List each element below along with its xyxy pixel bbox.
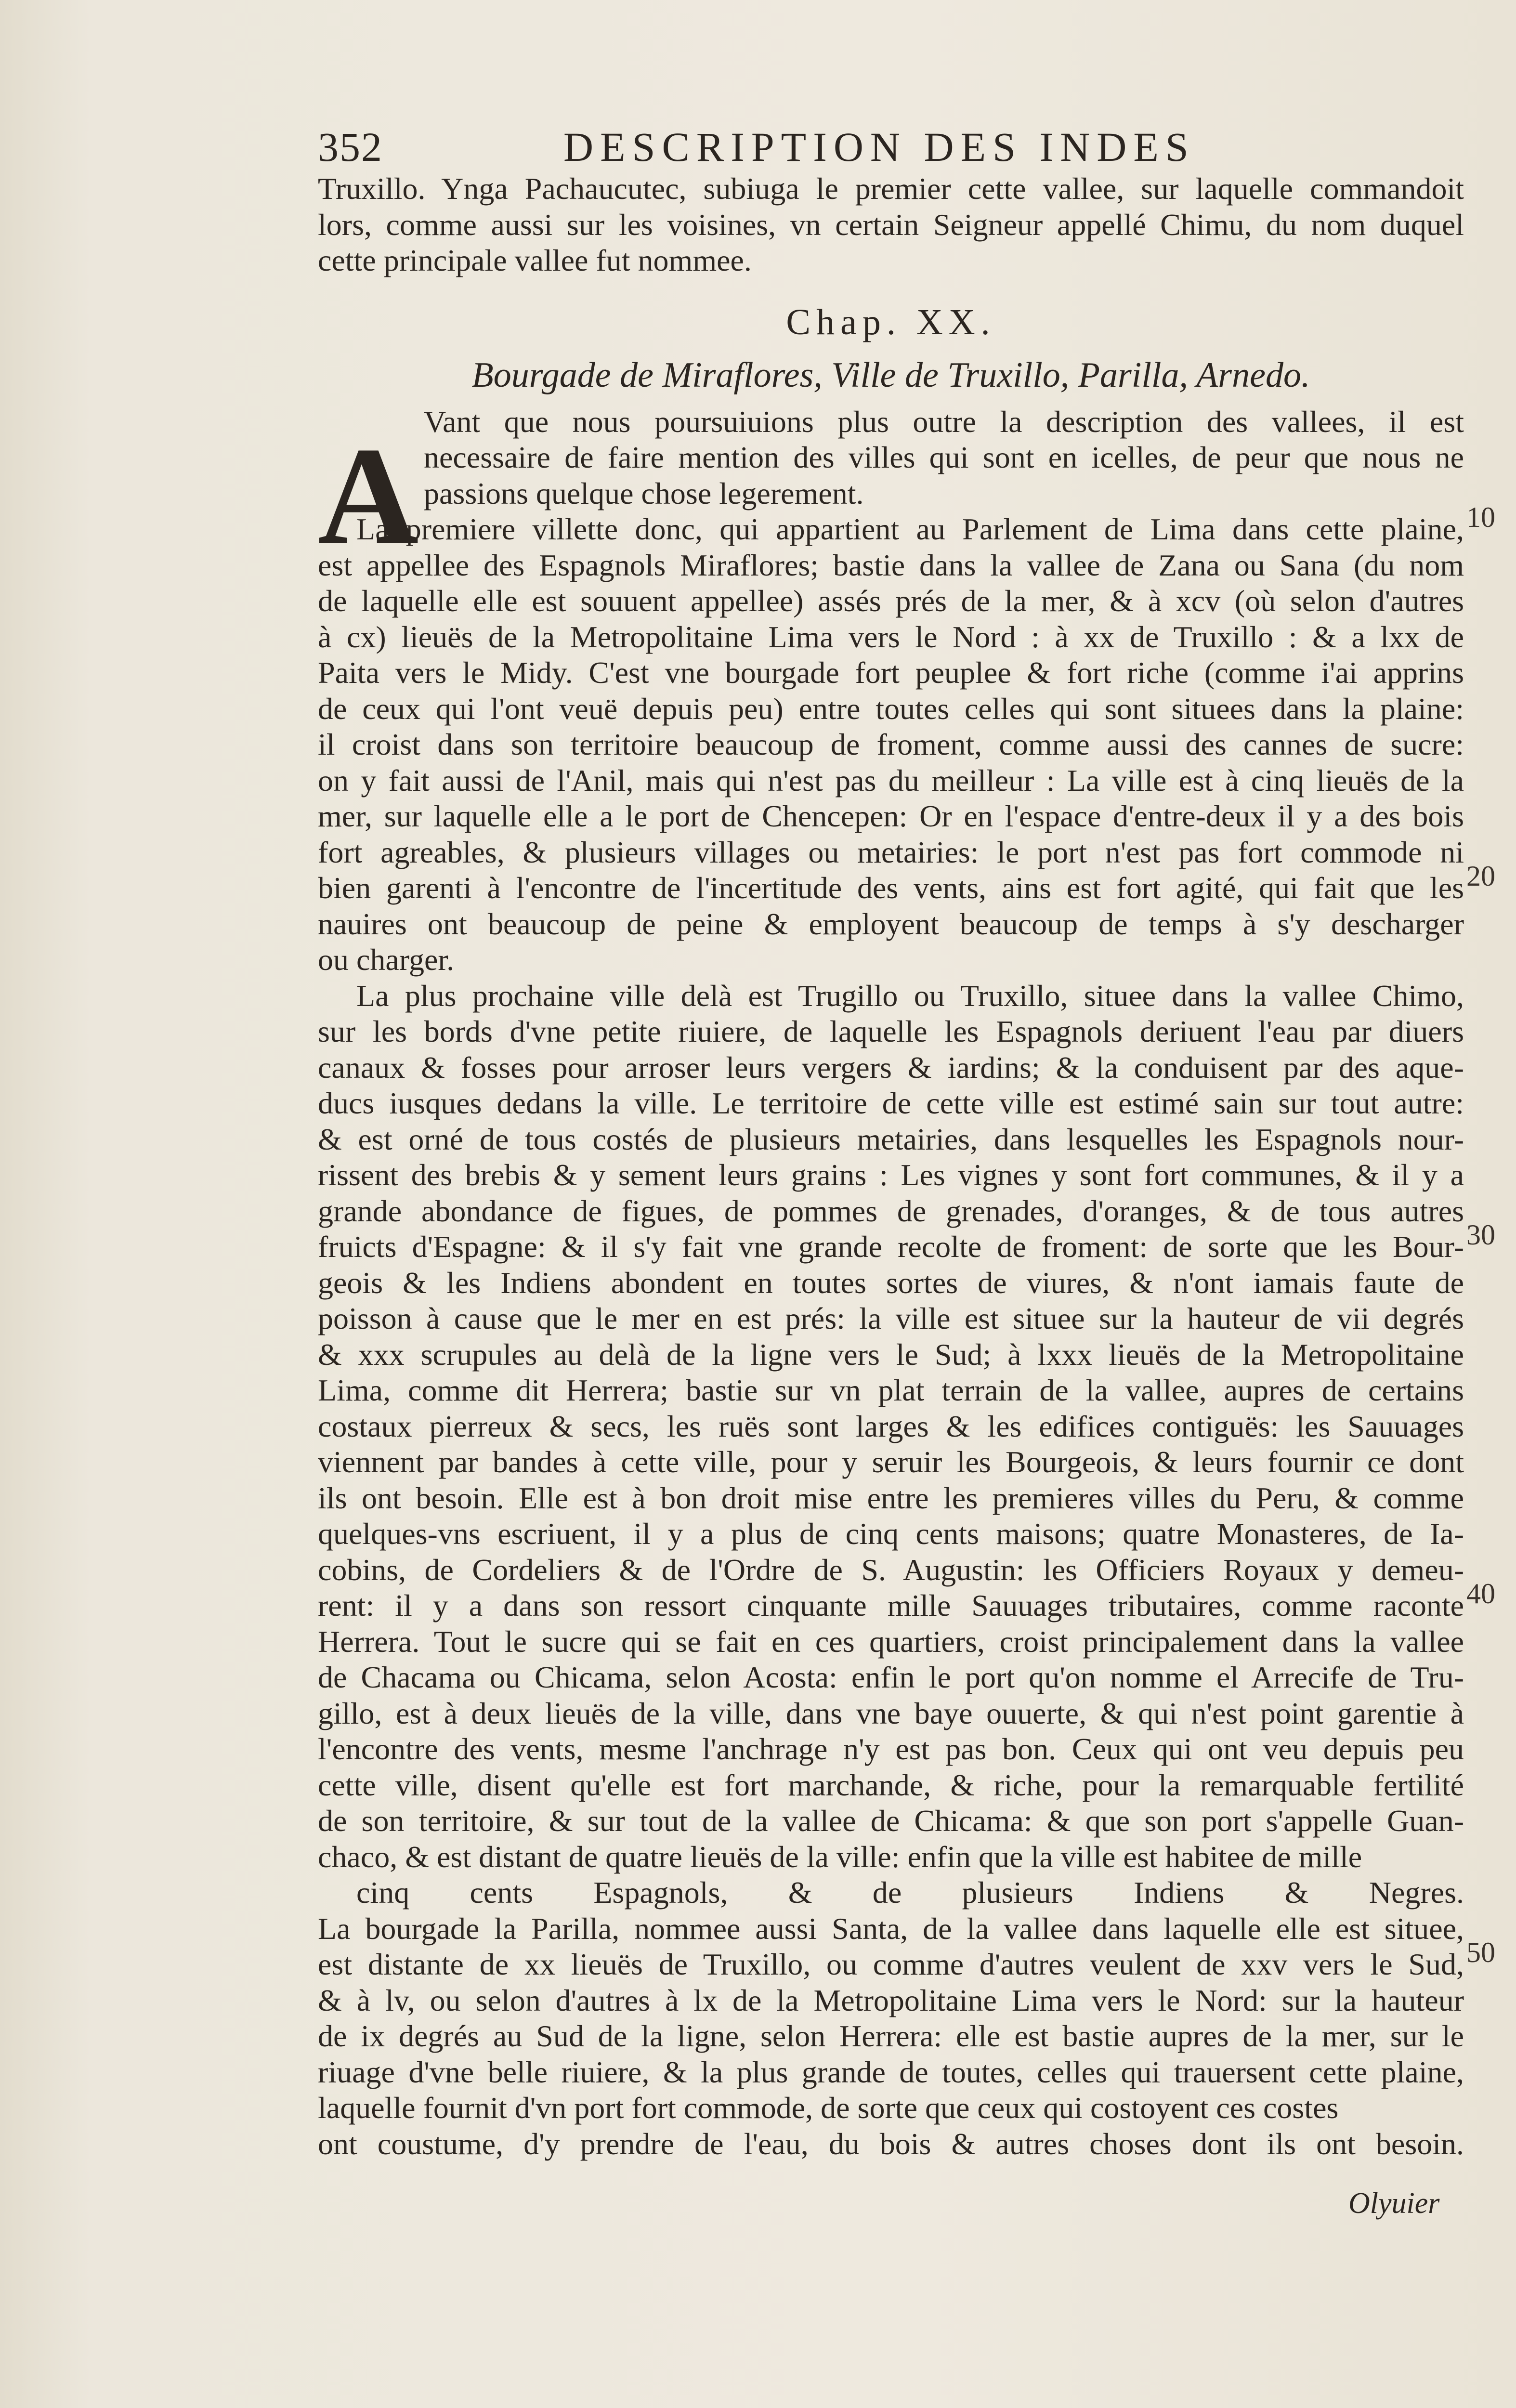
text-line: cette ville, disent qu'elle est fort marchande, & riche, pour la remarquable fertilité xyxy=(318,1767,1464,1802)
chapter-subtitle: Bourgade de Miraflores, Ville de Truxillo, Parilla, Arnedo. xyxy=(471,355,1310,395)
text-line: geois & les Indiens abondent en toutes sortes de viures, & n'ont iamais faute de xyxy=(318,1265,1464,1300)
text-line: canaux & fosses pour arroser leurs vergers & iardins; & la conduisent par des aque- xyxy=(318,1050,1464,1085)
text-line: de laquelle elle est souuent appellee) assés prés de la mer, & à xcv (où selon d'autres xyxy=(318,584,1464,618)
text-line: cinq cents Espagnols, & de plusieurs Indiens & Negres. xyxy=(356,1875,1464,1910)
text-line: laquelle fournit d'vn port fort commode, de sorte que ceux qui costoyent ces costes xyxy=(318,2091,1339,2125)
text-line: de ix degrés au Sud de la ligne, selon Herrera: elle est bastie aupres de la mer, sur le xyxy=(318,2019,1464,2053)
text-line: chaco, & est distant de quatre lieuës de la ville: enfin que la ville est habitee de mille xyxy=(318,1839,1362,1874)
text-line: La bourgade la Parilla, nommee aussi Santa, de la vallee dans laquelle elle est situee, xyxy=(318,1911,1464,1946)
text-line: fruicts d'Espagne: & il s'y fait vne grande recolte de froment: de sorte que les Bour- xyxy=(318,1230,1464,1264)
running-title: DESCRIPTION DES INDES xyxy=(563,124,1195,170)
text-line: rent: il y a dans son ressort cinquante mille Sauuages tributaires, comme raconte xyxy=(318,1588,1464,1623)
text-line: cette principale vallee fut nommee. xyxy=(318,243,752,277)
text-line: Lima, comme dit Herrera; bastie sur vn plat terrain de la vallee, aupres de certains xyxy=(318,1373,1464,1407)
text-line: poisson à cause que le mer en est prés: la ville est situee sur la hauteur de vii degrés xyxy=(318,1301,1464,1335)
body-text xyxy=(318,171,1464,2162)
page-number: 352 xyxy=(318,124,383,170)
margin-line-number: 20 xyxy=(1466,860,1495,892)
text-line: passions quelque chose legerement. xyxy=(424,476,864,510)
text-line: ou charger. xyxy=(318,942,455,977)
text-line: Truxillo. Ynga Pachaucutec, subiuga le premier cette vallee, sur laquelle commandoit xyxy=(318,171,1464,206)
text-line: costaux pierreux & secs, les ruës sont larges & les edifices contiguës: les Sauuages xyxy=(318,1409,1464,1443)
text-line: rissent des brebis & y sement leurs grains : Les vignes y sont fort communes, & il y a xyxy=(318,1158,1464,1192)
text-line: bien garenti à l'encontre de l'incertitude des vents, ains est fort agité, qui fait que les xyxy=(318,871,1464,905)
text-line: à cx) lieuës de la Metropolitaine Lima vers le Nord : à xx de Truxillo : & a lxx de xyxy=(318,619,1464,654)
text-line: de Chacama ou Chicama, selon Acosta: enfin le port qu'on nomme el Arrecife de Tru- xyxy=(318,1660,1464,1694)
text-line: ducs iusques dedans la ville. Le territoire de cette ville est estimé sain sur tout autre: xyxy=(318,1086,1464,1120)
text-line: est appellee des Espagnols Miraflores; bastie dans la vallee de Zana ou Sana (du nom xyxy=(318,548,1464,582)
text-line: & est orné de tous costés de plusieurs metairies, dans lesquelles les Espagnols nour- xyxy=(318,1122,1464,1156)
text-line: La plus prochaine ville delà est Trugillo ou Truxillo, situee dans la vallee Chimo, xyxy=(356,978,1464,1013)
text-line: il croist dans son territoire beaucoup de froment, comme aussi des cannes de sucre: xyxy=(318,727,1464,761)
text-line: est distante de xx lieuës de Truxillo, ou comme d'autres veulent de xxv vers le Sud, xyxy=(318,1947,1464,1981)
text-line: fort agreables, & plusieurs villages ou metairies: le port n'est pas fort commode ni xyxy=(318,835,1464,869)
text-line: lors, comme aussi sur les voisines, vn certain Seigneur appellé Chimu, du nom duquel xyxy=(318,207,1464,242)
catchword: Olyuier xyxy=(1348,2187,1440,2220)
paragraphs xyxy=(318,511,1464,2162)
text-line: Paita vers le Midy. C'est vne bourgade fort peuplee & fort riche (comme i'ai apprins xyxy=(318,655,1464,690)
margin-line-number: 50 xyxy=(1466,1937,1495,1968)
text-line: Herrera. Tout le sucre qui se fait en ces quartiers, croist principalement dans la vallee xyxy=(318,1624,1464,1659)
margin-line-number: 10 xyxy=(1466,501,1495,533)
text-line: Vant que nous poursuiuions plus outre la description des vallees, il est xyxy=(424,404,1464,439)
text-line: riuage d'vne belle riuiere, & la plus grande de toutes, celles qui trauersent cette plaine, xyxy=(318,2055,1464,2089)
text-line: La premiere villette donc, qui appartient au Parlement de Lima dans cette plaine, xyxy=(356,512,1464,546)
text-line: de son territoire, & sur tout de la vallee de Chicama: & que son port s'appelle Guan- xyxy=(318,1804,1464,1838)
margin-line-number: 40 xyxy=(1466,1578,1495,1610)
text-line: nauires ont beaucoup de peine & employent beaucoup de temps à s'y descharger xyxy=(318,906,1464,941)
text-line: grande abondance de figues, de pommes de grenades, d'oranges, & de tous autres xyxy=(318,1193,1464,1228)
text-line: & xxx scrupules au delà de la ligne vers le Sud; à lxxx lieuës de la Metropolitaine xyxy=(318,1337,1464,1372)
text-line: gillo, est à deux lieuës de la ville, dans vne baye ouuerte, & qui n'est point garentie à xyxy=(318,1696,1464,1730)
text-line: de ceux qui l'ont veuë depuis peu) entre toutes celles qui sont situees dans la plaine: xyxy=(318,691,1464,726)
text-line: ils ont besoin. Elle est à bon droit mise entre les premieres villes du Peru, & comme xyxy=(318,1480,1464,1515)
text-line: l'encontre des vents, mesme l'anchrage n'y est pas bon. Ceux qui ont veu depuis peu xyxy=(318,1732,1464,1766)
text-line: necessaire de faire mention des villes qui sont en icelles, de peur que nous ne xyxy=(424,440,1464,474)
text-line: cobins, de Cordeliers & de l'Ordre de S. Augustin: les Officiers Royaux y demeu- xyxy=(318,1552,1464,1587)
text-line: mer, sur laquelle elle a le port de Chencepen: Or en l'espace d'entre-deux il y a des bois xyxy=(318,799,1464,833)
text-line: ont coustume, d'y prendre de l'eau, du bois & autres choses dont ils ont besoin. xyxy=(318,2126,1464,2161)
drop-cap: A xyxy=(318,419,419,573)
text-line: & à lv, ou selon d'autres à lx de la Metropolitaine Lima vers le Nord: sur la hauteur xyxy=(318,1983,1464,2017)
text-line: on y fait aussi de l'Anil, mais qui n'est pas du meilleur : La ville est à cinq lieuës de la xyxy=(318,763,1464,798)
margin-line-number: 30 xyxy=(1466,1219,1495,1251)
text-line: sur les bords d'vne petite riuiere, de laquelle les Espagnols deriuent l'eau par diuers xyxy=(318,1014,1464,1048)
text-line: quelques-vns escriuent, il y a plus de cinq cents maisons; quatre Monasteres, de Ia- xyxy=(318,1517,1464,1551)
chapter-heading: Chap. XX. xyxy=(786,301,996,342)
text-line: viennent par bandes à cette ville, pour y seruir les Bourgeois, & leurs fournir ce dont xyxy=(318,1445,1464,1479)
